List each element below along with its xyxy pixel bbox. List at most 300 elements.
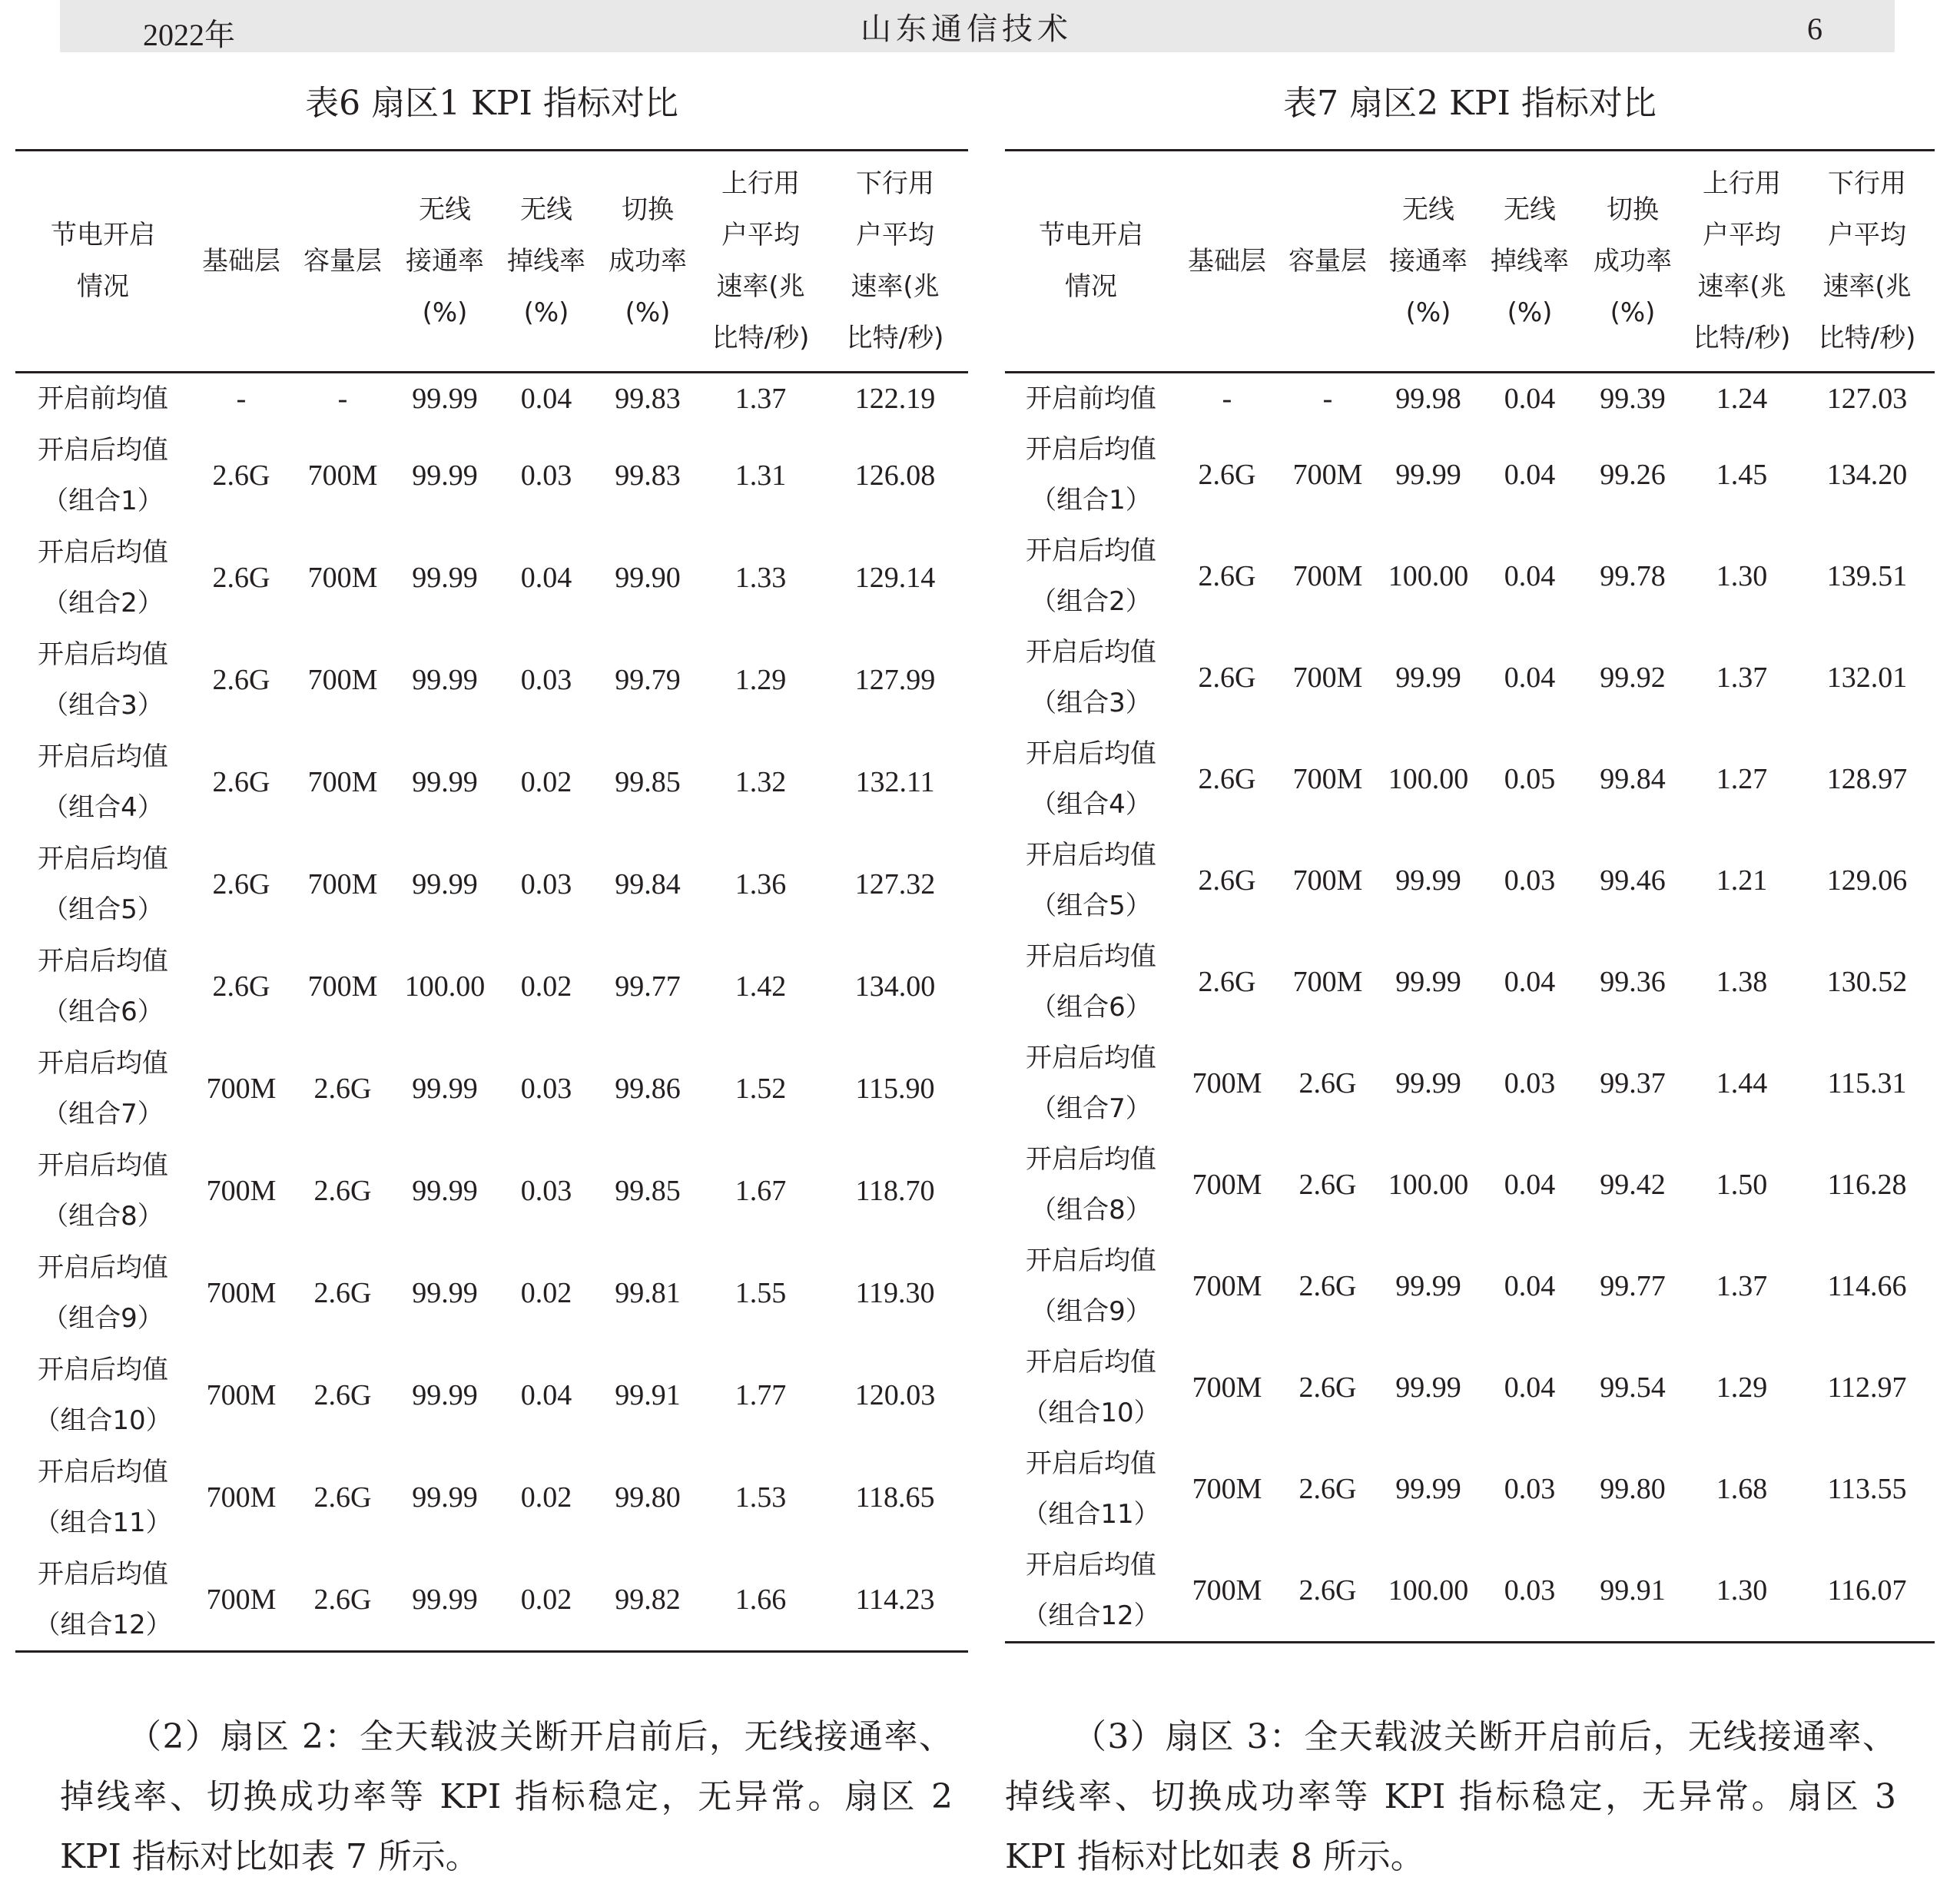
cell-base: -	[1222, 383, 1232, 415]
cell-capacity: 700M	[1292, 864, 1363, 897]
row-label	[15, 1446, 191, 1548]
cell-capacity: 2.6G	[1298, 1371, 1357, 1404]
cell-ul: 1.27	[1716, 763, 1768, 795]
cell-handover: 99.37	[1600, 1067, 1666, 1099]
column-header-base	[191, 151, 292, 373]
cell-base: 2.6G	[1198, 864, 1256, 897]
row-label-line: 开启后均值	[1026, 738, 1156, 769]
row-label	[15, 1037, 191, 1139]
column-header-ul	[1684, 151, 1799, 373]
cell-dl: 114.66	[1827, 1270, 1907, 1302]
row-label	[1005, 627, 1177, 728]
cell-ul: 1.30	[1716, 1574, 1768, 1607]
row-label	[15, 526, 191, 628]
row-label	[1005, 1134, 1177, 1235]
row-label-line: （组合4）	[42, 791, 164, 823]
column-header-line: 接通率	[406, 245, 484, 277]
row-label-line: （组合5）	[42, 894, 164, 925]
column-header-line: (%)	[1610, 297, 1656, 328]
row-label	[1005, 1235, 1177, 1337]
column-header-line: 速率(兆	[716, 271, 805, 302]
cell-dl: 132.01	[1826, 662, 1908, 694]
row-label-line: 开启后均值	[38, 1354, 168, 1385]
cell-base: 2.6G	[212, 459, 270, 492]
row-label-line: （组合2）	[1030, 586, 1152, 617]
row-label-line: （组合8）	[42, 1200, 164, 1232]
row-label	[1005, 1438, 1177, 1540]
cell-dl: 127.32	[854, 867, 936, 900]
cell-drop: 0.05	[1504, 763, 1556, 795]
cell-handover: 99.42	[1600, 1169, 1666, 1201]
table6-title: 表6 扇区1 KPI 指标对比	[305, 84, 678, 123]
cell-dl: 134.20	[1826, 459, 1908, 491]
cell-capacity: 700M	[1292, 763, 1363, 795]
cell-handover: 99.85	[615, 765, 681, 798]
cell-access: 99.99	[1395, 459, 1461, 491]
row-label	[1005, 526, 1177, 627]
cell-access: 100.00	[1388, 763, 1469, 795]
cell-capacity: -	[1322, 383, 1333, 415]
row-label	[15, 731, 191, 833]
cell-handover: 99.84	[615, 867, 681, 900]
cell-base: 700M	[206, 1174, 277, 1207]
paragraph-sector2: （2）扇区 2：全天载波关断开启前后，无线接通率、掉线率、切换成功率等 KPI 指标稳定，无异常。扇区 2 KPI 指标对比如表 7 所示。	[60, 1717, 953, 1876]
cell-capacity: -	[337, 383, 348, 415]
row-label	[1005, 1033, 1177, 1134]
cell-capacity: 700M	[307, 765, 378, 798]
cell-ul: 1.30	[1716, 560, 1768, 592]
row-label-line: 开启后均值	[38, 638, 168, 670]
cell-handover: 99.80	[1600, 1473, 1666, 1505]
cell-ul: 1.36	[735, 867, 787, 900]
cell-ul: 1.50	[1716, 1169, 1768, 1201]
cell-dl: 115.90	[855, 1072, 935, 1105]
cell-handover: 99.80	[615, 1481, 681, 1514]
cell-access: 100.00	[1388, 560, 1469, 592]
cell-handover: 99.91	[1600, 1574, 1666, 1607]
cell-capacity: 2.6G	[1298, 1067, 1357, 1099]
row-label-line: 开启前均值	[38, 383, 168, 414]
cell-handover: 99.83	[615, 383, 681, 415]
cell-capacity: 2.6G	[1298, 1270, 1357, 1302]
paragraph-sector3: （3）扇区 3：全天载波关断开启前后，无线接通率、掉线率、切换成功率等 KPI 指标稳定，无异常。扇区 3 KPI 指标对比如表 8 所示。	[1005, 1717, 1896, 1876]
column-header-line: 比特/秒)	[846, 323, 944, 353]
table7-title: 表7 扇区2 KPI 指标对比	[1283, 84, 1657, 123]
table-row	[1005, 1540, 1935, 1643]
table-row	[1005, 424, 1935, 526]
cell-capacity: 2.6G	[313, 1583, 372, 1616]
cell-capacity: 2.6G	[1298, 1169, 1357, 1201]
cell-ul: 1.29	[735, 663, 787, 696]
cell-dl: 116.28	[1827, 1169, 1907, 1201]
column-header-dl	[1799, 151, 1935, 373]
cell-access: 99.99	[412, 1481, 478, 1514]
row-label-line: 开启后均值	[1026, 1550, 1156, 1580]
row-label-line: 开启后均值	[38, 945, 168, 977]
cell-drop: 0.04	[1504, 966, 1556, 998]
cell-capacity: 2.6G	[313, 1378, 372, 1411]
column-header-line: 掉线率	[507, 245, 585, 277]
column-header-line: 成功率	[609, 245, 687, 277]
cell-drop: 0.03	[1504, 1574, 1556, 1607]
table-row	[15, 628, 968, 731]
table-row	[15, 1037, 968, 1139]
table6-sector1-kpi	[15, 149, 968, 1653]
cell-access: 99.99	[412, 1072, 478, 1105]
cell-dl: 114.23	[855, 1583, 935, 1616]
column-header-base	[1177, 151, 1277, 373]
table-row	[1005, 1235, 1935, 1337]
cell-handover: 99.84	[1600, 763, 1666, 795]
row-label-line: 开启后均值	[38, 536, 168, 568]
table-row	[1005, 1033, 1935, 1134]
cell-drop: 0.03	[520, 867, 572, 900]
cell-dl: 120.03	[854, 1378, 936, 1411]
table-row	[1005, 728, 1935, 830]
cell-access: 99.99	[412, 383, 478, 415]
cell-ul: 1.52	[735, 1072, 787, 1105]
row-label	[15, 373, 191, 425]
column-header-line: 户平均	[1703, 220, 1781, 250]
cell-drop: 0.02	[520, 970, 572, 1003]
cell-handover: 99.92	[1600, 662, 1666, 694]
cell-ul: 1.66	[735, 1583, 787, 1616]
column-header-line: 无线	[419, 194, 471, 225]
column-header-drop	[496, 151, 596, 373]
cell-access: 100.00	[404, 970, 486, 1003]
row-label	[1005, 373, 1177, 425]
row-label	[1005, 1337, 1177, 1438]
cell-capacity: 2.6G	[1298, 1473, 1357, 1505]
cell-capacity: 700M	[307, 459, 378, 492]
cell-drop: 0.03	[520, 1072, 572, 1105]
header-page-number: 6	[1807, 12, 1822, 46]
row-label	[1005, 1540, 1177, 1643]
column-header-line: 容量层	[303, 245, 382, 277]
cell-ul: 1.53	[735, 1481, 787, 1514]
cell-dl: 126.08	[854, 459, 936, 492]
cell-access: 99.99	[412, 867, 478, 900]
cell-dl: 112.97	[1827, 1371, 1907, 1404]
cell-base: 700M	[1192, 1169, 1262, 1201]
row-label-line: （组合7）	[42, 1098, 164, 1129]
column-header-access	[1378, 151, 1478, 373]
cell-handover: 99.36	[1600, 966, 1666, 998]
cell-access: 99.99	[412, 561, 478, 594]
cell-ul: 1.33	[735, 561, 787, 594]
cell-drop: 0.04	[1504, 1270, 1556, 1302]
column-header-status	[1005, 151, 1177, 373]
cell-base: 700M	[206, 1276, 277, 1309]
row-label-line: 开启后均值	[38, 1047, 168, 1079]
column-header-line: (%)	[523, 297, 569, 328]
row-label-line: 开启后均值	[1026, 637, 1156, 668]
column-header-line: 户平均	[721, 220, 800, 250]
cell-dl: 127.03	[1826, 383, 1908, 415]
row-label	[15, 833, 191, 935]
cell-dl: 139.51	[1826, 560, 1908, 592]
column-header-line: 情况	[1065, 271, 1117, 302]
row-label-line: （组合5）	[1030, 890, 1152, 921]
cell-dl: 122.19	[854, 383, 936, 415]
table-row	[15, 935, 968, 1037]
cell-drop: 0.03	[520, 1174, 572, 1207]
cell-ul: 1.32	[735, 765, 787, 798]
cell-base: 700M	[206, 1583, 277, 1616]
cell-ul: 1.77	[735, 1378, 787, 1411]
row-label-line: （组合9）	[42, 1302, 164, 1334]
cell-dl: 127.99	[854, 663, 936, 696]
cell-handover: 99.26	[1600, 459, 1666, 491]
cell-drop: 0.03	[1504, 864, 1556, 897]
cell-dl: 115.31	[1827, 1067, 1907, 1099]
cell-base: 2.6G	[1198, 459, 1256, 491]
table-row	[1005, 627, 1935, 728]
row-label-line: 开启后均值	[1026, 434, 1156, 465]
column-header-line: 上行用	[721, 168, 800, 199]
cell-dl: 128.97	[1826, 763, 1908, 795]
row-label-line: （组合3）	[42, 689, 164, 721]
cell-handover: 99.54	[1600, 1371, 1666, 1404]
row-label-line: （组合6）	[1030, 992, 1152, 1023]
row-label	[1005, 424, 1177, 526]
table-row	[1005, 1134, 1935, 1235]
cell-dl: 134.00	[854, 970, 936, 1003]
cell-drop: 0.03	[1504, 1473, 1556, 1505]
cell-access: 99.99	[1395, 1473, 1461, 1505]
row-label-line: 开启后均值	[38, 741, 168, 772]
column-header-line: (%)	[1405, 297, 1451, 328]
column-header-line: 成功率	[1594, 245, 1672, 277]
cell-capacity: 2.6G	[313, 1072, 372, 1105]
header-year: 2022年	[143, 18, 235, 52]
column-header-line: 切换	[622, 194, 674, 225]
cell-access: 99.98	[1395, 383, 1461, 415]
cell-base: 2.6G	[1198, 966, 1256, 998]
row-label-line: 开启后均值	[1026, 941, 1156, 972]
cell-access: 99.99	[1395, 1270, 1461, 1302]
cell-drop: 0.04	[1504, 662, 1556, 694]
row-label-line: 开启后均值	[1026, 536, 1156, 566]
column-header-line: 上行用	[1703, 168, 1781, 199]
cell-access: 99.99	[412, 1378, 478, 1411]
column-header-line: 户平均	[856, 220, 934, 250]
cell-capacity: 2.6G	[1298, 1574, 1357, 1607]
cell-drop: 0.04	[1504, 459, 1556, 491]
row-label	[15, 1548, 191, 1652]
column-header-line: 比特/秒)	[1693, 323, 1791, 353]
cell-access: 100.00	[1388, 1574, 1469, 1607]
row-label-line: 开启后均值	[38, 1149, 168, 1181]
cell-base: 700M	[1192, 1574, 1262, 1607]
row-label-line: 开启后均值	[1026, 1448, 1156, 1479]
cell-dl: 129.06	[1826, 864, 1908, 897]
cell-base: 700M	[206, 1072, 277, 1105]
cell-base: 700M	[1192, 1371, 1262, 1404]
row-label	[15, 1242, 191, 1344]
column-header-access	[393, 151, 496, 373]
table-row	[1005, 1438, 1935, 1540]
cell-dl: 116.07	[1827, 1574, 1907, 1607]
row-label-line: 开启后均值	[38, 1252, 168, 1283]
cell-drop: 0.02	[520, 765, 572, 798]
cell-capacity: 700M	[1292, 966, 1363, 998]
cell-ul: 1.67	[735, 1174, 787, 1207]
cell-drop: 0.02	[520, 1276, 572, 1309]
cell-handover: 99.85	[615, 1174, 681, 1207]
cell-drop: 0.02	[520, 1583, 572, 1616]
cell-handover: 99.78	[1600, 560, 1666, 592]
cell-handover: 99.77	[1600, 1270, 1666, 1302]
column-header-line: (%)	[625, 297, 671, 328]
column-header-line: (%)	[422, 297, 468, 328]
row-label-line: （组合10）	[1022, 1398, 1160, 1428]
cell-ul: 1.42	[735, 970, 787, 1003]
cell-capacity: 700M	[1292, 560, 1363, 592]
cell-capacity: 700M	[307, 970, 378, 1003]
cell-ul: 1.29	[1716, 1371, 1768, 1404]
cell-ul: 1.44	[1716, 1067, 1768, 1099]
cell-capacity: 700M	[1292, 662, 1363, 694]
cell-drop: 0.03	[520, 459, 572, 492]
row-label	[1005, 728, 1177, 830]
table-row	[15, 1446, 968, 1548]
cell-drop: 0.04	[1504, 1169, 1556, 1201]
cell-base: 2.6G	[1198, 662, 1256, 694]
row-label-line: （组合4）	[1030, 789, 1152, 820]
column-header-dl	[822, 151, 968, 373]
row-label-line: （组合3）	[1030, 688, 1152, 718]
row-label	[15, 424, 191, 526]
table-row	[1005, 526, 1935, 627]
table-row	[1005, 931, 1935, 1033]
cell-access: 99.99	[412, 1583, 478, 1616]
cell-base: -	[236, 383, 247, 415]
row-label-line: （组合11）	[34, 1507, 172, 1538]
row-label-line: （组合12）	[34, 1609, 172, 1640]
row-label-line: 开启后均值	[1026, 1144, 1156, 1175]
column-header-line: 比特/秒)	[711, 323, 810, 353]
row-label-line: 开启后均值	[1026, 1347, 1156, 1378]
cell-ul: 1.31	[735, 459, 787, 492]
table-row	[1005, 830, 1935, 931]
row-label-line: 开启前均值	[1026, 383, 1156, 414]
cell-drop: 0.04	[1504, 1371, 1556, 1404]
column-header-line: 下行用	[1828, 168, 1906, 199]
cell-ul: 1.68	[1716, 1473, 1768, 1505]
cell-handover: 99.81	[615, 1276, 681, 1309]
column-header-line: 比特/秒)	[1818, 323, 1916, 353]
table-row	[15, 731, 968, 833]
cell-handover: 99.86	[615, 1072, 681, 1105]
cell-capacity: 2.6G	[313, 1276, 372, 1309]
cell-drop: 0.03	[520, 663, 572, 696]
cell-handover: 99.82	[615, 1583, 681, 1616]
row-label-line: （组合11）	[1022, 1499, 1160, 1530]
table7-sector2-kpi	[1005, 149, 1935, 1643]
cell-ul: 1.38	[1716, 966, 1768, 998]
cell-access: 99.99	[412, 459, 478, 492]
row-label-line: （组合8）	[1030, 1195, 1152, 1225]
cell-ul: 1.55	[735, 1276, 787, 1309]
cell-access: 99.99	[412, 663, 478, 696]
row-label-line: 开启后均值	[1026, 840, 1156, 871]
column-header-line: 切换	[1607, 194, 1659, 225]
row-label-line: （组合7）	[1030, 1093, 1152, 1124]
header-journal-name: 山东通信技术	[861, 12, 1073, 47]
column-header-line: 节电开启	[1039, 220, 1143, 250]
column-header-line: 无线	[1504, 194, 1556, 225]
row-label-line: （组合10）	[34, 1404, 172, 1436]
row-label-line: 开启后均值	[38, 1558, 168, 1590]
cell-access: 99.99	[1395, 1371, 1461, 1404]
column-header-line: 基础层	[202, 245, 280, 277]
row-label	[1005, 830, 1177, 931]
cell-drop: 0.03	[1504, 1067, 1556, 1099]
column-header-drop	[1478, 151, 1581, 373]
row-label-line: （组合12）	[1022, 1600, 1160, 1631]
cell-base: 2.6G	[212, 970, 270, 1003]
cell-access: 99.99	[1395, 662, 1461, 694]
row-label	[15, 935, 191, 1037]
table-row	[1005, 1337, 1935, 1438]
cell-handover: 99.79	[615, 663, 681, 696]
column-header-handover	[596, 151, 699, 373]
cell-ul: 1.24	[1716, 383, 1768, 415]
cell-base: 700M	[206, 1481, 277, 1514]
cell-access: 99.99	[1395, 966, 1461, 998]
row-label-line: （组合2）	[42, 587, 164, 618]
row-label-line: 开启后均值	[1026, 1043, 1156, 1073]
cell-drop: 0.04	[520, 561, 572, 594]
row-label-line: 开启后均值	[38, 1456, 168, 1487]
cell-dl: 132.11	[855, 765, 935, 798]
cell-access: 99.99	[1395, 864, 1461, 897]
column-header-line: (%)	[1507, 297, 1553, 328]
table-row	[15, 373, 968, 425]
column-header-line: 掉线率	[1491, 245, 1569, 277]
cell-access: 99.99	[412, 1174, 478, 1207]
cell-dl: 113.55	[1827, 1473, 1907, 1505]
column-header-ul	[699, 151, 822, 373]
cell-capacity: 700M	[1292, 459, 1363, 491]
cell-ul: 1.37	[1716, 662, 1768, 694]
row-label-line: （组合1）	[42, 485, 164, 516]
cell-ul: 1.21	[1716, 864, 1768, 897]
column-header-line: 无线	[1402, 194, 1454, 225]
column-header-handover	[1581, 151, 1684, 373]
column-header-line: 户平均	[1828, 220, 1906, 250]
cell-base: 700M	[1192, 1270, 1262, 1302]
column-header-capacity	[292, 151, 393, 373]
table-row	[15, 1139, 968, 1242]
column-header-capacity	[1277, 151, 1378, 373]
cell-base: 2.6G	[212, 561, 270, 594]
column-header-line: 容量层	[1288, 245, 1367, 277]
cell-dl: 129.14	[854, 561, 936, 594]
row-label-line: 开启后均值	[1026, 1245, 1156, 1276]
column-header-line: 无线	[520, 194, 572, 225]
cell-drop: 0.04	[520, 383, 572, 415]
cell-base: 700M	[206, 1378, 277, 1411]
cell-handover: 99.77	[615, 970, 681, 1003]
row-label-line: 开启后均值	[38, 434, 168, 466]
table-row	[1005, 373, 1935, 425]
cell-capacity: 700M	[307, 867, 378, 900]
table-row	[15, 1548, 968, 1652]
cell-handover: 99.39	[1600, 383, 1666, 415]
column-header-line: 情况	[77, 271, 129, 302]
